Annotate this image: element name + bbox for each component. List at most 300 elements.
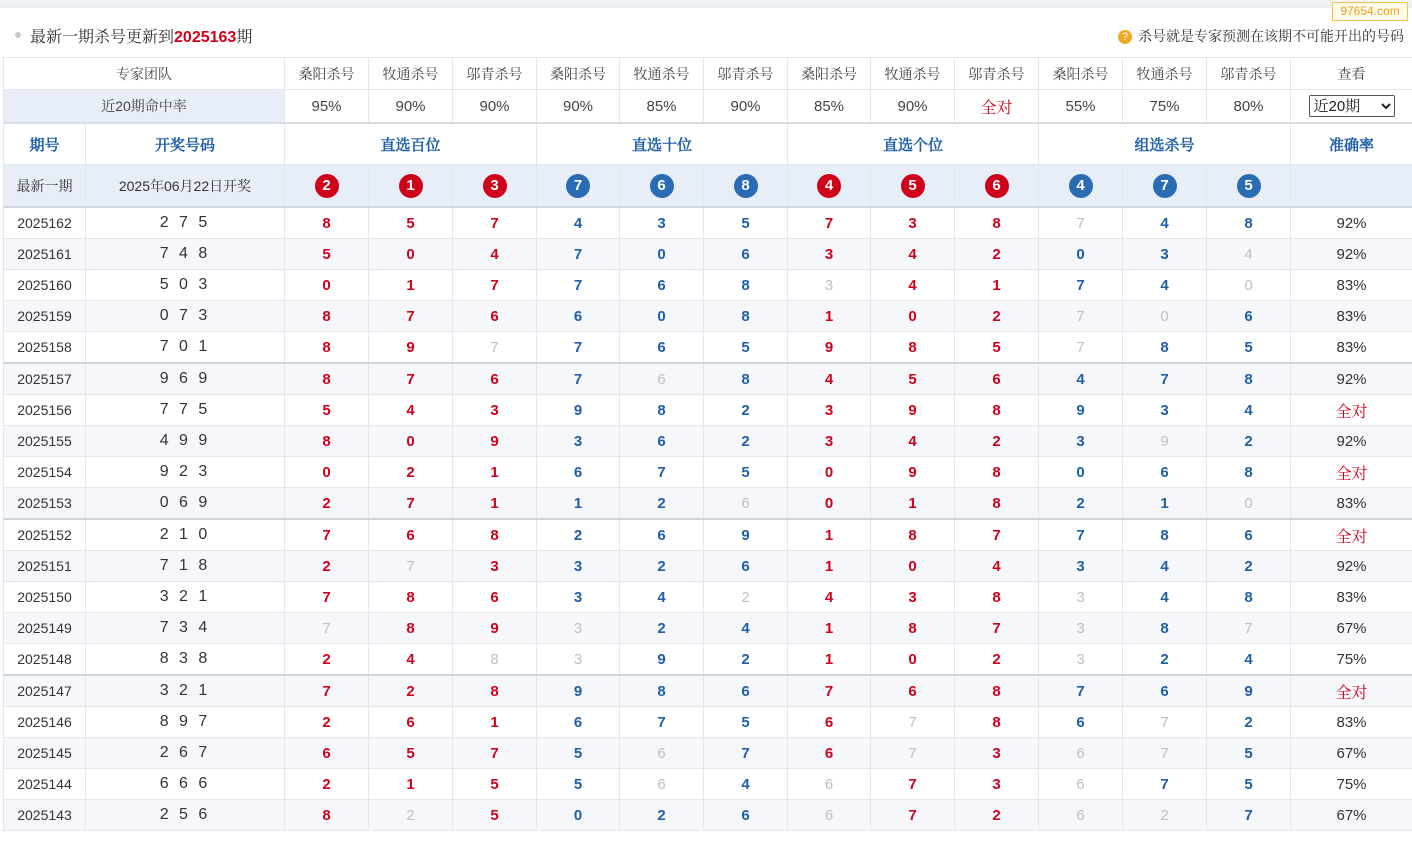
kill-number-ball: 8 [734, 174, 758, 198]
kill-number: 1 [453, 488, 537, 520]
kill-number: 5 [453, 769, 537, 800]
draw-number: 6 6 6 [86, 769, 285, 800]
history-row [4, 207, 1412, 239]
kill-number-ball: 4 [817, 174, 841, 198]
kill-number: 9 [453, 426, 537, 457]
kill-number: 6 [620, 769, 704, 800]
kill-number: 7 [285, 675, 369, 707]
kill-number: 1 [453, 707, 537, 738]
kill-number: 8 [955, 582, 1039, 613]
kill-number: 8 [369, 582, 453, 613]
expert-name: 邬青杀号 [955, 58, 1039, 90]
kill-number: 7 [453, 332, 537, 364]
kill-number: 6 [704, 551, 788, 582]
history-row [4, 675, 1412, 707]
accuracy-column-header: 准确率 [1291, 123, 1412, 165]
accuracy-value: 全对 [1291, 395, 1412, 426]
expert-name: 牧通杀号 [369, 58, 453, 90]
kill-number-ball: 6 [985, 174, 1009, 198]
kill-number: 4 [955, 551, 1039, 582]
history-row [4, 395, 1412, 426]
kill-number: 3 [871, 582, 955, 613]
latest-kill-cell [369, 165, 453, 208]
expert-name-row [4, 58, 1412, 90]
kill-number: 4 [1207, 395, 1291, 426]
kill-number: 5 [1207, 738, 1291, 769]
accuracy-value: 92% [1291, 363, 1412, 395]
latest-date: 2025年06月22日开奖 [86, 165, 285, 208]
kill-number: 6 [955, 363, 1039, 395]
kill-number: 5 [955, 332, 1039, 364]
latest-kill-cell [285, 165, 369, 208]
kill-number: 4 [537, 207, 620, 239]
issue-number: 2025154 [4, 457, 86, 488]
hit-rate: 90% [453, 90, 537, 124]
kill-number: 2 [285, 488, 369, 520]
kill-number: 4 [704, 769, 788, 800]
kill-number: 7 [1039, 270, 1123, 301]
kill-number: 6 [788, 707, 871, 738]
draw-number: 8 3 8 [86, 644, 285, 676]
kill-number: 3 [1039, 644, 1123, 676]
kill-number-ball: 2 [315, 174, 339, 198]
kill-number: 7 [1123, 363, 1207, 395]
kill-number: 8 [1207, 582, 1291, 613]
kill-number: 8 [704, 270, 788, 301]
kill-number-table [3, 57, 1412, 831]
kill-number: 8 [620, 395, 704, 426]
kill-number-ball: 3 [483, 174, 507, 198]
kill-number: 6 [453, 363, 537, 395]
kill-number: 6 [620, 363, 704, 395]
kill-number: 4 [1207, 644, 1291, 676]
kill-number: 6 [788, 769, 871, 800]
kill-number: 9 [537, 675, 620, 707]
history-row [4, 363, 1412, 395]
kill-number: 7 [537, 270, 620, 301]
kill-number: 6 [704, 675, 788, 707]
draw-number: 7 7 5 [86, 395, 285, 426]
history-row [4, 426, 1412, 457]
help-icon: ? [1118, 30, 1132, 44]
kill-number: 4 [1123, 207, 1207, 239]
history-row [4, 769, 1412, 800]
history-row [4, 582, 1412, 613]
issue-number: 2025147 [4, 675, 86, 707]
units-group-header: 直选个位 [788, 123, 1039, 165]
issue-number: 2025156 [4, 395, 86, 426]
kill-number: 3 [1039, 582, 1123, 613]
kill-number-ball: 5 [901, 174, 925, 198]
accuracy-value: 67% [1291, 738, 1412, 769]
kill-number: 4 [1039, 363, 1123, 395]
kill-number: 7 [369, 301, 453, 332]
kill-number: 7 [285, 519, 369, 551]
kill-number: 4 [1123, 270, 1207, 301]
kill-number: 7 [871, 738, 955, 769]
kill-number: 5 [704, 457, 788, 488]
history-row [4, 519, 1412, 551]
kill-number: 4 [369, 395, 453, 426]
kill-number: 0 [285, 270, 369, 301]
kill-number: 7 [537, 332, 620, 364]
kill-number: 7 [369, 488, 453, 520]
hit-rate-label: 近20期命中率 [4, 90, 285, 124]
draw-number: 2 1 0 [86, 519, 285, 551]
hit-rate: 90% [369, 90, 453, 124]
kill-number: 8 [369, 613, 453, 644]
kill-number: 2 [955, 800, 1039, 831]
hit-rate: 90% [704, 90, 788, 124]
kill-number: 7 [537, 363, 620, 395]
team-label: 专家团队 [4, 58, 285, 90]
draw-number: 9 2 3 [86, 457, 285, 488]
accuracy-value: 67% [1291, 800, 1412, 831]
kill-number: 7 [1207, 800, 1291, 831]
kill-number: 0 [788, 488, 871, 520]
kill-number: 2 [955, 426, 1039, 457]
kill-number: 9 [453, 613, 537, 644]
draw-number: 7 1 8 [86, 551, 285, 582]
history-row [4, 613, 1412, 644]
kill-number: 8 [1207, 363, 1291, 395]
kill-number: 9 [871, 457, 955, 488]
issue-number: 2025153 [4, 488, 86, 520]
hit-rate: 95% [285, 90, 369, 124]
kill-number: 1 [453, 457, 537, 488]
kill-number: 8 [955, 675, 1039, 707]
kill-number: 2 [955, 239, 1039, 270]
kill-number: 5 [453, 800, 537, 831]
bullet-icon [15, 32, 21, 38]
draw-number: 7 4 8 [86, 239, 285, 270]
hundreds-group-header: 直选百位 [285, 123, 537, 165]
expert-name: 牧通杀号 [1123, 58, 1207, 90]
latest-label: 最新一期 [4, 165, 86, 208]
history-row [4, 488, 1412, 520]
hit-rate-row [4, 90, 1412, 124]
draw-number: 2 5 6 [86, 800, 285, 831]
expert-name: 牧通杀号 [871, 58, 955, 90]
kill-number: 8 [704, 301, 788, 332]
kill-number: 4 [453, 239, 537, 270]
issue-number: 2025161 [4, 239, 86, 270]
kill-number: 1 [369, 769, 453, 800]
draw-number: 8 9 7 [86, 707, 285, 738]
latest-issue-number: 2025163 [174, 29, 237, 46]
kill-number: 6 [1123, 675, 1207, 707]
kill-number: 9 [1039, 395, 1123, 426]
kill-number: 3 [788, 270, 871, 301]
kill-number: 2 [704, 395, 788, 426]
kill-number: 9 [871, 395, 955, 426]
kill-number: 0 [1039, 457, 1123, 488]
kill-number: 8 [1207, 207, 1291, 239]
history-row [4, 457, 1412, 488]
kill-number: 5 [704, 207, 788, 239]
kill-number: 7 [369, 363, 453, 395]
kill-number: 6 [1207, 519, 1291, 551]
kill-number: 2 [369, 800, 453, 831]
kill-number: 4 [1123, 551, 1207, 582]
history-row [4, 551, 1412, 582]
kill-number: 3 [1039, 426, 1123, 457]
kill-number: 6 [1207, 301, 1291, 332]
kill-number: 0 [369, 239, 453, 270]
kill-number: 2 [1207, 707, 1291, 738]
hit-rate: 90% [871, 90, 955, 124]
kill-number: 6 [369, 707, 453, 738]
kill-number: 3 [871, 207, 955, 239]
kill-number: 6 [871, 675, 955, 707]
kill-number: 8 [704, 363, 788, 395]
kill-number: 7 [788, 675, 871, 707]
latest-kill-cell [453, 165, 537, 208]
expert-name: 邬青杀号 [453, 58, 537, 90]
kill-number: 5 [704, 332, 788, 364]
kill-number: 4 [788, 363, 871, 395]
title-prefix: 最新一期杀号更新到 [30, 29, 175, 46]
kill-number: 1 [369, 270, 453, 301]
kill-number: 1 [871, 488, 955, 520]
latest-kill-cell [955, 165, 1039, 208]
kill-number: 3 [1123, 395, 1207, 426]
tens-group-header: 直选十位 [537, 123, 788, 165]
kill-number: 6 [1039, 707, 1123, 738]
kill-number-ball: 7 [1153, 174, 1177, 198]
accuracy-value: 92% [1291, 239, 1412, 270]
kill-number: 4 [871, 239, 955, 270]
kill-number: 0 [369, 426, 453, 457]
kill-number: 5 [285, 239, 369, 270]
kill-number: 5 [537, 738, 620, 769]
kill-number: 4 [871, 270, 955, 301]
kill-number: 6 [537, 707, 620, 738]
kill-number: 4 [620, 582, 704, 613]
kill-number: 7 [1123, 769, 1207, 800]
draw-number: 5 0 3 [86, 270, 285, 301]
issue-number: 2025160 [4, 270, 86, 301]
draw-number: 2 6 7 [86, 738, 285, 769]
kill-number: 1 [788, 519, 871, 551]
hit-rate: 75% [1123, 90, 1207, 124]
kill-number: 6 [453, 582, 537, 613]
kill-number: 9 [537, 395, 620, 426]
issue-number: 2025150 [4, 582, 86, 613]
expert-name: 邬青杀号 [1207, 58, 1291, 90]
group-kill-header: 组选杀号 [1039, 123, 1291, 165]
page-title [30, 24, 252, 47]
hit-rate: 全对 [955, 90, 1039, 124]
kill-number: 2 [537, 519, 620, 551]
kill-number-ball: 5 [1237, 174, 1261, 198]
kill-number: 5 [704, 707, 788, 738]
history-row [4, 301, 1412, 332]
issue-number: 2025158 [4, 332, 86, 364]
kill-number: 7 [955, 613, 1039, 644]
kill-number: 2 [1207, 426, 1291, 457]
kill-number: 0 [871, 644, 955, 676]
accuracy-value: 83% [1291, 707, 1412, 738]
top-bar [0, 0, 1412, 8]
hit-rate: 90% [537, 90, 620, 124]
kill-number: 2 [1123, 800, 1207, 831]
kill-number: 2 [285, 644, 369, 676]
accuracy-value: 全对 [1291, 519, 1412, 551]
kill-number: 8 [871, 519, 955, 551]
kill-number: 4 [871, 426, 955, 457]
kill-number: 0 [1207, 488, 1291, 520]
kill-number: 1 [1123, 488, 1207, 520]
kill-number: 8 [453, 675, 537, 707]
kill-number: 7 [1123, 738, 1207, 769]
kill-number: 9 [369, 332, 453, 364]
kill-number: 7 [1039, 301, 1123, 332]
kill-number: 3 [1039, 613, 1123, 644]
draw-column-header: 开奖号码 [86, 123, 285, 165]
latest-kill-cell [1123, 165, 1207, 208]
expert-name: 桑阳杀号 [537, 58, 620, 90]
kill-number: 7 [620, 707, 704, 738]
kill-number: 7 [955, 519, 1039, 551]
kill-number: 8 [871, 613, 955, 644]
history-row [4, 644, 1412, 676]
latest-kill-cell [871, 165, 955, 208]
kill-number: 1 [788, 301, 871, 332]
kill-number: 3 [788, 239, 871, 270]
kill-number: 6 [1039, 800, 1123, 831]
history-row [4, 270, 1412, 301]
kill-number: 8 [955, 457, 1039, 488]
kill-number: 7 [871, 707, 955, 738]
expert-name: 邬青杀号 [704, 58, 788, 90]
kill-number: 8 [285, 332, 369, 364]
hit-rate: 85% [788, 90, 871, 124]
kill-number: 8 [955, 707, 1039, 738]
kill-number: 2 [955, 644, 1039, 676]
expert-name: 桑阳杀号 [285, 58, 369, 90]
kill-number: 7 [871, 800, 955, 831]
accuracy-value: 83% [1291, 582, 1412, 613]
kill-number: 2 [955, 301, 1039, 332]
kill-number: 0 [788, 457, 871, 488]
kill-number: 2 [704, 644, 788, 676]
kill-number: 6 [788, 800, 871, 831]
issue-number: 2025162 [4, 207, 86, 239]
kill-number: 6 [788, 738, 871, 769]
kill-number: 6 [704, 239, 788, 270]
page-header [0, 12, 1412, 56]
kill-number: 3 [537, 613, 620, 644]
latest-kill-cell [537, 165, 620, 208]
kill-number: 2 [285, 769, 369, 800]
accuracy-value: 92% [1291, 426, 1412, 457]
kill-number: 1 [788, 644, 871, 676]
kill-number: 3 [453, 551, 537, 582]
draw-number: 9 6 9 [86, 363, 285, 395]
kill-number: 8 [1207, 457, 1291, 488]
kill-number: 1 [788, 551, 871, 582]
kill-number: 6 [537, 301, 620, 332]
kill-number: 2 [369, 457, 453, 488]
kill-number: 2 [1039, 488, 1123, 520]
kill-number: 9 [704, 519, 788, 551]
issue-number: 2025151 [4, 551, 86, 582]
kill-number: 6 [1123, 457, 1207, 488]
kill-number: 8 [1123, 332, 1207, 364]
kill-number: 2 [1123, 644, 1207, 676]
kill-number: 2 [285, 551, 369, 582]
kill-number: 3 [788, 426, 871, 457]
draw-number: 7 3 4 [86, 613, 285, 644]
kill-number: 4 [704, 613, 788, 644]
kill-number: 7 [453, 738, 537, 769]
kill-number: 7 [1039, 332, 1123, 364]
issue-number: 2025148 [4, 644, 86, 676]
kill-number: 7 [1039, 519, 1123, 551]
kill-number: 0 [285, 457, 369, 488]
issue-column-header: 期号 [4, 123, 86, 165]
hit-rate: 85% [620, 90, 704, 124]
history-row [4, 800, 1412, 831]
kill-number: 5 [537, 769, 620, 800]
kill-number: 7 [1207, 613, 1291, 644]
kill-number: 6 [620, 519, 704, 551]
kill-number: 7 [1039, 207, 1123, 239]
accuracy-value: 75% [1291, 769, 1412, 800]
expert-name: 桑阳杀号 [1039, 58, 1123, 90]
kill-number: 6 [704, 488, 788, 520]
kill-number: 6 [620, 426, 704, 457]
kill-number: 7 [369, 551, 453, 582]
issue-number: 2025144 [4, 769, 86, 800]
kill-number: 2 [704, 582, 788, 613]
kill-number: 0 [871, 301, 955, 332]
kill-number: 0 [1207, 270, 1291, 301]
period-select[interactable] [1309, 95, 1395, 117]
kill-number-ball: 4 [1069, 174, 1093, 198]
latest-kill-cell [620, 165, 704, 208]
kill-number: 6 [453, 301, 537, 332]
kill-number: 2 [704, 426, 788, 457]
kill-number: 6 [369, 519, 453, 551]
issue-number: 2025143 [4, 800, 86, 831]
period-select-cell [1291, 90, 1412, 124]
kill-number: 8 [955, 395, 1039, 426]
kill-number-ball: 6 [650, 174, 674, 198]
kill-number: 5 [369, 207, 453, 239]
kill-number: 6 [285, 738, 369, 769]
kill-number: 0 [871, 551, 955, 582]
accuracy-value: 67% [1291, 613, 1412, 644]
kill-number: 0 [1123, 301, 1207, 332]
kill-number: 8 [285, 301, 369, 332]
kill-number: 6 [1039, 738, 1123, 769]
kill-number: 0 [620, 239, 704, 270]
latest-kill-cell [1207, 165, 1291, 208]
kill-number: 7 [453, 207, 537, 239]
kill-number: 1 [537, 488, 620, 520]
kill-number: 3 [537, 551, 620, 582]
latest-kill-cell [1039, 165, 1123, 208]
kill-number: 7 [285, 613, 369, 644]
kill-number: 2 [285, 707, 369, 738]
kill-number: 3 [1039, 551, 1123, 582]
kill-number: 5 [1207, 332, 1291, 364]
kill-number: 2 [369, 675, 453, 707]
kill-number: 9 [788, 332, 871, 364]
issue-number: 2025146 [4, 707, 86, 738]
